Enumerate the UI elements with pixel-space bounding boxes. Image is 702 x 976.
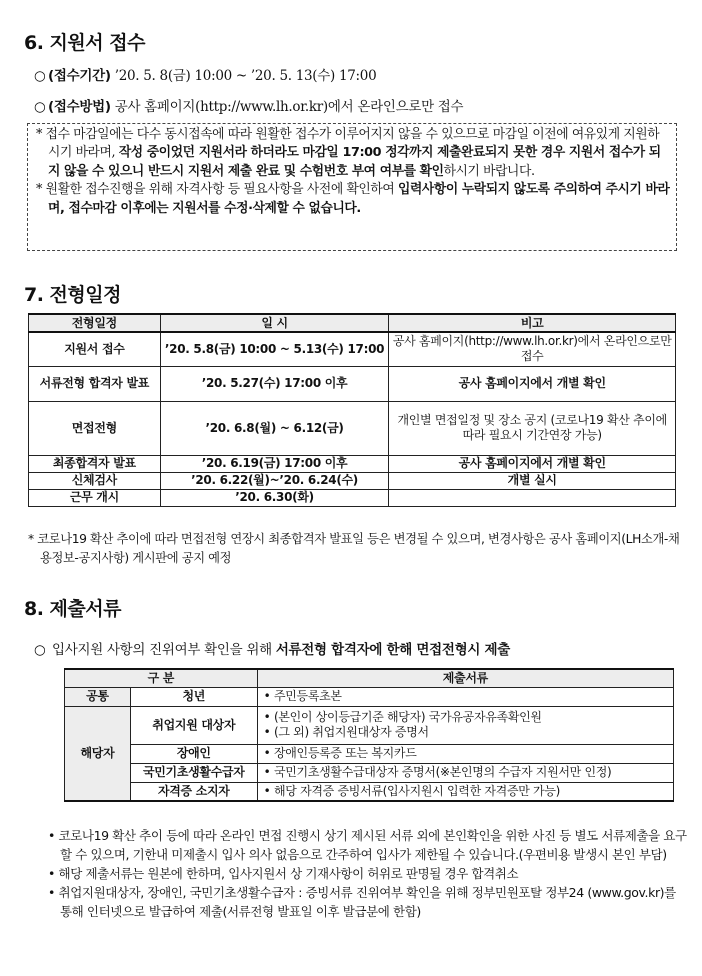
circle-bullet-icon: ○ bbox=[34, 99, 46, 115]
note-item: • 취업지원대상자, 장애인, 국민기초생활수급자 : 증빙서류 진위여부 확인을 위해 정부민원포탈 정부24 (www.gov.kr)를 통해 인터넷으로 발급하여 제출(서류전형 발표일 이후 발급분에 한함) bbox=[48, 885, 676, 919]
method-value: 공사 홈페이지(http://www.lh.or.kr)에서 온라인으로만 접수 bbox=[110, 99, 464, 115]
schedule-header-stage: 전형일정 bbox=[29, 314, 161, 332]
schedule-header-date: 일 시 bbox=[160, 314, 389, 332]
application-period bbox=[34, 64, 376, 84]
table-row: 신체검사 ’20. 6.22(월)~’20. 6.24(수) 개별 실시 bbox=[29, 472, 676, 489]
section-6-title: 6. 지원서 접수 bbox=[24, 32, 145, 54]
circle-bullet-icon: ○ bbox=[34, 642, 46, 658]
table-row: 공통 청년 • 주민등록초본 bbox=[65, 687, 674, 706]
documents-header-docs: 제출서류 bbox=[257, 669, 673, 687]
schedule-header-note: 비고 bbox=[389, 314, 676, 332]
documents-intro: ○ 입사지원 사항의 진위여부 확인을 위해 서류전형 합격자에 한해 면접전형시 제출 bbox=[34, 642, 511, 658]
note-item: • 코로나19 확산 추이 등에 따라 온라인 면접 진행시 상기 제시된 서류 외에 본인확인을 위한 사진 등 별도 서류제출을 요구할 수 있으며, 기한내 미제출시 입사 의사 없음으로 간주하여 입사가 제한될 수 있습니다.(우편비용 발생시 본인 부담) bbox=[48, 828, 687, 862]
table-row: 장애인 • 장애인등록증 또는 복지카드 bbox=[65, 744, 674, 763]
documents-table bbox=[64, 668, 674, 802]
documents-notes bbox=[48, 826, 688, 921]
documents-header-category: 구 분 bbox=[65, 669, 258, 687]
circle-bullet-icon: ○ bbox=[34, 68, 46, 84]
notice-item: * 접수 마감일에는 다수 동시접속에 따라 원활한 접수가 이루어지지 않을 수 있으므로 마감일 이전에 여유있게 지원하시기 바라며, 작성 중이었던 지원서라 하더라도 마감일 17:00 정각까지 제출완료되지 못한 경우 지원서 접수가 되지 않을 수 있으니 반드시 지원서 제출 완료 및 수험번호 부여 여부를 확인하시기 바랍니다. bbox=[36, 127, 661, 179]
application-method bbox=[34, 95, 463, 115]
schedule-table bbox=[28, 313, 676, 507]
section-8-title: 8. 제출서류 bbox=[24, 598, 121, 620]
note-item: • 해당 제출서류는 원본에 한하며, 입사지원서 상 기재사항이 허위로 판명될 경우 합격취소 bbox=[48, 866, 519, 881]
table-row: 면접전형 ’20. 6.8(월) ~ 6.12(금) 개인별 면접일정 및 장소 공지 (코로나19 확산 추이에 따라 필요시 기간연장 가능) bbox=[29, 401, 676, 455]
table-row: 국민기초생활수급자 • 국민기초생활수급대상자 증명서(※본인명의 수급자 지원서만 인정) bbox=[65, 763, 674, 782]
application-notice-box bbox=[27, 123, 677, 251]
table-row: 최종합격자 발표 ’20. 6.19(금) 17:00 이후 공사 홈페이지에서 개별 확인 bbox=[29, 455, 676, 472]
table-row: 해당자 취업지원 대상자 • (본인이 상이등급기준 해당자) 국가유공자유족확인원 • (그 외) 취업지원대상자 증명서 bbox=[65, 706, 674, 744]
table-row: 자격증 소지자 • 해당 자격증 증빙서류(입사지원시 입력한 자격증만 가능) bbox=[65, 782, 674, 801]
period-value: ’20. 5. 8(금) 10:00 ~ ’20. 5. 13(수) 17:00 bbox=[110, 68, 377, 84]
table-row: 근무 개시 ’20. 6.30(화) bbox=[29, 489, 676, 506]
schedule-footnote: * 코로나19 확산 추이에 따라 면접전형 연장시 최종합격자 발표일 등은 변경될 수 있으며, 변경사항은 공사 홈페이지(LH소개-채용정보-공지사항) 게시판에 공지 예정 bbox=[28, 532, 680, 565]
notice-item: * 원활한 접수진행을 위해 자격사항 등 필요사항을 사전에 확인하여 입력사항이 누락되지 않도록 주의하여 주시기 바라며, 접수마감 이후에는 지원서를 수정·삭제할 수 없습니다. bbox=[36, 182, 670, 216]
table-row: 서류전형 합격자 발표 ’20. 5.27(수) 17:00 이후 공사 홈페이지에서 개별 확인 bbox=[29, 366, 676, 401]
period-label: (접수기간) bbox=[48, 68, 111, 84]
table-row: 지원서 접수 ’20. 5.8(금) 10:00 ~ 5.13(수) 17:00 공사 홈페이지(http://www.lh.or.kr)에서 온라인으로만 접수 bbox=[29, 332, 676, 366]
section-7-title: 7. 전형일정 bbox=[24, 284, 121, 306]
method-label: (접수방법) bbox=[48, 99, 111, 115]
